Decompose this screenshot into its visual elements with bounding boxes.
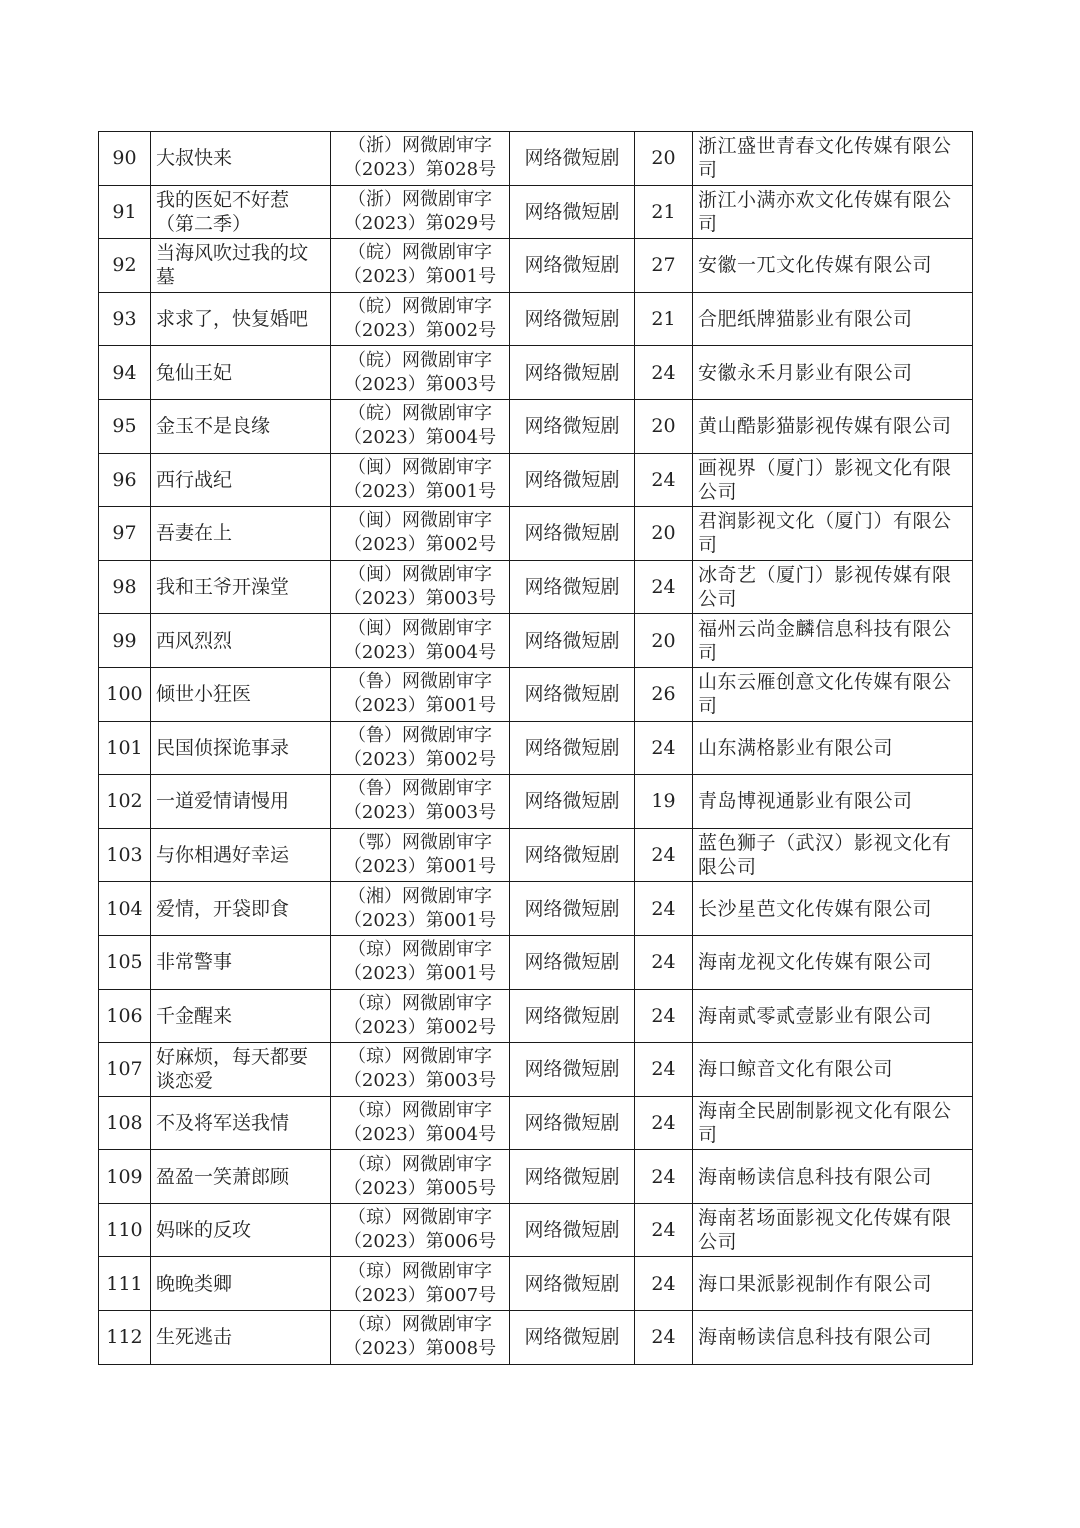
row-number-cell: 91: [99, 185, 151, 239]
table-row: [99, 560, 973, 614]
drama-type-cell: 网络微短剧: [510, 1203, 635, 1257]
table-row: [99, 1043, 973, 1097]
producer-company-cell: 君润影视文化（厦门）有限公司: [693, 507, 973, 561]
table-row: [99, 453, 973, 507]
episode-count-cell: 24: [635, 346, 693, 400]
license-number-cell: （琼）网微剧审字（2023）第005号: [331, 1150, 510, 1204]
license-number-cell: （皖）网微剧审字（2023）第002号: [331, 292, 510, 346]
producer-company-cell: 海南全民剧制影视文化有限公司: [693, 1096, 973, 1150]
table-row: [99, 1311, 973, 1365]
table-row: [99, 1096, 973, 1150]
producer-company-cell: 海南贰零贰壹影业有限公司: [693, 989, 973, 1043]
drama-title-cell: 金玉不是良缘: [151, 399, 331, 453]
drama-title-cell: 妈咪的反攻: [151, 1203, 331, 1257]
episode-count-cell: 26: [635, 667, 693, 721]
drama-type-cell: 网络微短剧: [510, 560, 635, 614]
row-number-cell: 93: [99, 292, 151, 346]
drama-title-cell: 不及将军送我情: [151, 1096, 331, 1150]
producer-company-cell: 福州云尚金麟信息科技有限公司: [693, 614, 973, 668]
table-row: [99, 399, 973, 453]
episode-count-cell: 20: [635, 507, 693, 561]
episode-count-cell: 24: [635, 1257, 693, 1311]
drama-title-cell: 盈盈一笑萧郎顾: [151, 1150, 331, 1204]
drama-type-cell: 网络微短剧: [510, 775, 635, 829]
table-body: [99, 132, 973, 1365]
table-row: [99, 775, 973, 829]
drama-title-cell: 当海风吹过我的坟墓: [151, 239, 331, 293]
row-number-cell: 92: [99, 239, 151, 293]
row-number-cell: 110: [99, 1203, 151, 1257]
row-number-cell: 97: [99, 507, 151, 561]
episode-count-cell: 24: [635, 1043, 693, 1097]
drama-type-cell: 网络微短剧: [510, 1150, 635, 1204]
license-number-cell: （鲁）网微剧审字（2023）第003号: [331, 775, 510, 829]
license-number-cell: （闽）网微剧审字（2023）第004号: [331, 614, 510, 668]
drama-title-cell: 吾妻在上: [151, 507, 331, 561]
episode-count-cell: 24: [635, 721, 693, 775]
row-number-cell: 112: [99, 1311, 151, 1365]
drama-title-cell: 与你相遇好幸运: [151, 828, 331, 882]
episode-count-cell: 24: [635, 828, 693, 882]
drama-type-cell: 网络微短剧: [510, 828, 635, 882]
approval-table: [98, 131, 973, 1365]
table-row: [99, 989, 973, 1043]
table-row: [99, 1257, 973, 1311]
drama-title-cell: 我的医妃不好惹（第二季）: [151, 185, 331, 239]
drama-title-cell: 我和王爷开澡堂: [151, 560, 331, 614]
episode-count-cell: 21: [635, 185, 693, 239]
producer-company-cell: 长沙星芭文化传媒有限公司: [693, 882, 973, 936]
episode-count-cell: 24: [635, 1150, 693, 1204]
table-row: [99, 292, 973, 346]
license-number-cell: （闽）网微剧审字（2023）第001号: [331, 453, 510, 507]
table-row: [99, 614, 973, 668]
producer-company-cell: 画视界（厦门）影视文化有限公司: [693, 453, 973, 507]
row-number-cell: 106: [99, 989, 151, 1043]
drama-type-cell: 网络微短剧: [510, 453, 635, 507]
producer-company-cell: 海南畅读信息科技有限公司: [693, 1150, 973, 1204]
table-row: [99, 346, 973, 400]
drama-type-cell: 网络微短剧: [510, 507, 635, 561]
license-number-cell: （琼）网微剧审字（2023）第006号: [331, 1203, 510, 1257]
license-number-cell: （琼）网微剧审字（2023）第004号: [331, 1096, 510, 1150]
table-row: [99, 1203, 973, 1257]
drama-type-cell: 网络微短剧: [510, 667, 635, 721]
table-row: [99, 721, 973, 775]
drama-type-cell: 网络微短剧: [510, 292, 635, 346]
drama-title-cell: 兔仙王妃: [151, 346, 331, 400]
drama-title-cell: 西行战纪: [151, 453, 331, 507]
drama-type-cell: 网络微短剧: [510, 1257, 635, 1311]
episode-count-cell: 21: [635, 292, 693, 346]
producer-company-cell: 山东满格影业有限公司: [693, 721, 973, 775]
license-number-cell: （鲁）网微剧审字（2023）第002号: [331, 721, 510, 775]
row-number-cell: 108: [99, 1096, 151, 1150]
drama-title-cell: 民国侦探诡事录: [151, 721, 331, 775]
row-number-cell: 96: [99, 453, 151, 507]
table-row: [99, 882, 973, 936]
license-number-cell: （闽）网微剧审字（2023）第003号: [331, 560, 510, 614]
episode-count-cell: 20: [635, 132, 693, 186]
episode-count-cell: 24: [635, 1203, 693, 1257]
table-row: [99, 935, 973, 989]
license-number-cell: （皖）网微剧审字（2023）第004号: [331, 399, 510, 453]
license-number-cell: （闽）网微剧审字（2023）第002号: [331, 507, 510, 561]
row-number-cell: 98: [99, 560, 151, 614]
row-number-cell: 107: [99, 1043, 151, 1097]
drama-title-cell: 千金醒来: [151, 989, 331, 1043]
drama-type-cell: 网络微短剧: [510, 1043, 635, 1097]
episode-count-cell: 27: [635, 239, 693, 293]
drama-title-cell: 大叔快来: [151, 132, 331, 186]
producer-company-cell: 山东云雁创意文化传媒有限公司: [693, 667, 973, 721]
episode-count-cell: 24: [635, 935, 693, 989]
producer-company-cell: 海口鲸音文化有限公司: [693, 1043, 973, 1097]
table-row: [99, 185, 973, 239]
drama-type-cell: 网络微短剧: [510, 399, 635, 453]
drama-title-cell: 西风烈烈: [151, 614, 331, 668]
license-number-cell: （琼）网微剧审字（2023）第001号: [331, 935, 510, 989]
producer-company-cell: 黄山酷影猫影视传媒有限公司: [693, 399, 973, 453]
episode-count-cell: 24: [635, 1311, 693, 1365]
row-number-cell: 94: [99, 346, 151, 400]
drama-type-cell: 网络微短剧: [510, 346, 635, 400]
table-row: [99, 132, 973, 186]
episode-count-cell: 24: [635, 989, 693, 1043]
row-number-cell: 103: [99, 828, 151, 882]
producer-company-cell: 安徽永禾月影业有限公司: [693, 346, 973, 400]
row-number-cell: 104: [99, 882, 151, 936]
drama-title-cell: 晚晚类卿: [151, 1257, 331, 1311]
table-row: [99, 1150, 973, 1204]
drama-type-cell: 网络微短剧: [510, 1311, 635, 1365]
row-number-cell: 102: [99, 775, 151, 829]
producer-company-cell: 合肥纸牌猫影业有限公司: [693, 292, 973, 346]
table-row: [99, 239, 973, 293]
drama-title-cell: 生死逃击: [151, 1311, 331, 1365]
license-number-cell: （鲁）网微剧审字（2023）第001号: [331, 667, 510, 721]
license-number-cell: （琼）网微剧审字（2023）第007号: [331, 1257, 510, 1311]
license-number-cell: （鄂）网微剧审字（2023）第001号: [331, 828, 510, 882]
row-number-cell: 95: [99, 399, 151, 453]
row-number-cell: 100: [99, 667, 151, 721]
episode-count-cell: 20: [635, 399, 693, 453]
license-number-cell: （浙）网微剧审字（2023）第029号: [331, 185, 510, 239]
license-number-cell: （皖）网微剧审字（2023）第001号: [331, 239, 510, 293]
drama-type-cell: 网络微短剧: [510, 882, 635, 936]
row-number-cell: 105: [99, 935, 151, 989]
license-number-cell: （琼）网微剧审字（2023）第008号: [331, 1311, 510, 1365]
drama-type-cell: 网络微短剧: [510, 614, 635, 668]
producer-company-cell: 青岛博视通影业有限公司: [693, 775, 973, 829]
producer-company-cell: 蓝色狮子（武汉）影视文化有限公司: [693, 828, 973, 882]
episode-count-cell: 20: [635, 614, 693, 668]
drama-title-cell: 好麻烦，每天都要谈恋爱: [151, 1043, 331, 1097]
episode-count-cell: 19: [635, 775, 693, 829]
episode-count-cell: 24: [635, 882, 693, 936]
row-number-cell: 101: [99, 721, 151, 775]
drama-title-cell: 非常警事: [151, 935, 331, 989]
license-number-cell: （湘）网微剧审字（2023）第001号: [331, 882, 510, 936]
drama-type-cell: 网络微短剧: [510, 239, 635, 293]
producer-company-cell: 海口果派影视制作有限公司: [693, 1257, 973, 1311]
license-number-cell: （浙）网微剧审字（2023）第028号: [331, 132, 510, 186]
drama-type-cell: 网络微短剧: [510, 935, 635, 989]
table-row: [99, 667, 973, 721]
producer-company-cell: 安徽一兀文化传媒有限公司: [693, 239, 973, 293]
drama-title-cell: 求求了，快复婚吧: [151, 292, 331, 346]
drama-type-cell: 网络微短剧: [510, 721, 635, 775]
license-number-cell: （皖）网微剧审字（2023）第003号: [331, 346, 510, 400]
license-number-cell: （琼）网微剧审字（2023）第003号: [331, 1043, 510, 1097]
producer-company-cell: 浙江盛世青春文化传媒有限公司: [693, 132, 973, 186]
producer-company-cell: 海南畅读信息科技有限公司: [693, 1311, 973, 1365]
producer-company-cell: 浙江小满亦欢文化传媒有限公司: [693, 185, 973, 239]
drama-type-cell: 网络微短剧: [510, 1096, 635, 1150]
drama-title-cell: 一道爱情请慢用: [151, 775, 331, 829]
table-row: [99, 828, 973, 882]
license-number-cell: （琼）网微剧审字（2023）第002号: [331, 989, 510, 1043]
producer-company-cell: 冰奇艺（厦门）影视传媒有限公司: [693, 560, 973, 614]
row-number-cell: 109: [99, 1150, 151, 1204]
table-row: [99, 507, 973, 561]
producer-company-cell: 海南龙视文化传媒有限公司: [693, 935, 973, 989]
episode-count-cell: 24: [635, 560, 693, 614]
drama-type-cell: 网络微短剧: [510, 132, 635, 186]
episode-count-cell: 24: [635, 453, 693, 507]
drama-type-cell: 网络微短剧: [510, 185, 635, 239]
row-number-cell: 90: [99, 132, 151, 186]
row-number-cell: 99: [99, 614, 151, 668]
episode-count-cell: 24: [635, 1096, 693, 1150]
producer-company-cell: 海南茗场面影视文化传媒有限公司: [693, 1203, 973, 1257]
row-number-cell: 111: [99, 1257, 151, 1311]
document-page: [98, 131, 973, 1365]
drama-title-cell: 倾世小狂医: [151, 667, 331, 721]
drama-type-cell: 网络微短剧: [510, 989, 635, 1043]
drama-title-cell: 爱情，开袋即食: [151, 882, 331, 936]
